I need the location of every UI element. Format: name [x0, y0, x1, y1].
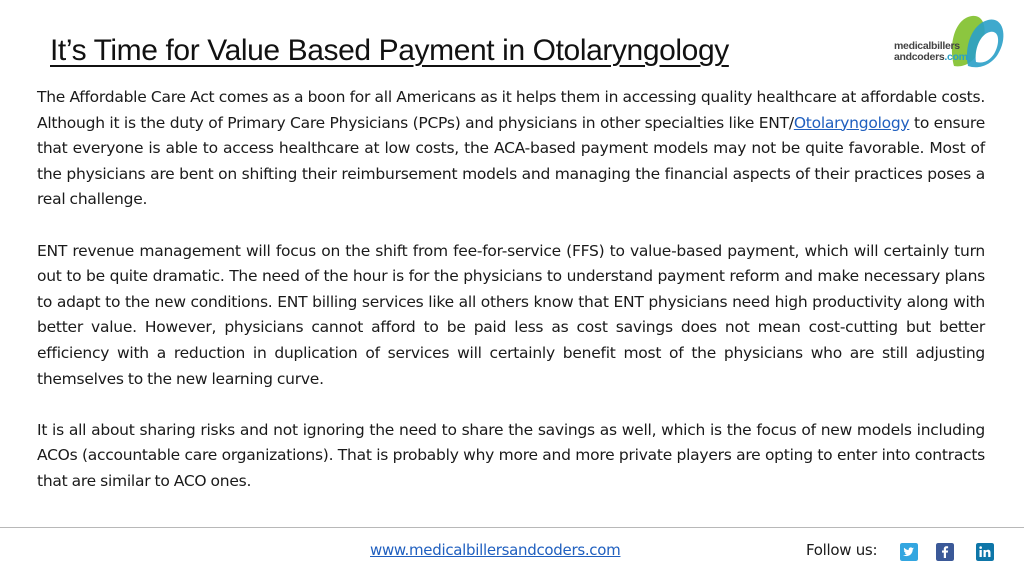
linkedin-icon[interactable]	[976, 543, 994, 561]
footer-divider	[0, 527, 1024, 528]
paragraph-1-start: The Affordable Care Act comes as a boon for all Americans as it helps them in accessing quality healthcare at affordable costs. Although it is the duty of Primary Care Physicians (PCPs) and physicians in other specialties like ENT/	[37, 88, 985, 132]
paragraph-1-end: to ensure that everyone is able to access healthcare at low costs, the ACA-based payment models may not be quite favorable. Most of the physicians are bent on shifting their reimbursement models and managing the financial aspects of their practices poses a real challenge.	[37, 113, 985, 209]
website-link[interactable]: www.medicalbillersandcoders.com	[370, 541, 621, 559]
facebook-icon[interactable]	[936, 543, 954, 561]
paragraph-1	[37, 85, 985, 213]
follow-us-label: Follow us:	[806, 541, 878, 559]
logo-line-2-main: andcoders	[894, 51, 945, 63]
otolaryngology-link[interactable]: Otolaryngology	[793, 113, 910, 132]
logo-wordmark	[894, 41, 968, 63]
page-title: It’s Time for Value Based Payment in Otolaryngology	[50, 34, 729, 67]
logo-line-1: medicalbillers	[894, 40, 960, 52]
logo-line-2-suffix: .com	[944, 51, 968, 63]
twitter-icon[interactable]	[900, 543, 918, 561]
company-logo	[894, 12, 1014, 72]
article-body	[37, 85, 985, 520]
logo-line-2	[894, 52, 968, 63]
paragraph-2: ENT revenue management will focus on the shift from fee-for-service (FFS) to value-based payment, which will certainly turn out to be quite dramatic. The need of the hour is for the physicians to understand payment reform and make necessary plans to adapt to the new conditions. ENT billing services like all others know that ENT physicians need high productivity along with better value. However, physicians cannot afford to be paid less as cost savings does not mean cost-cutting but better efficiency with a reduction in duplication of services will certainly benefit most of the physicians who are still adjusting themselves to the new learning curve.	[37, 241, 985, 388]
paragraph-3: It is all about sharing risks and not ignoring the need to share the savings as well, which is the focus of new models including ACOs (accountable care organizations). That is probably why more and more private players are opting to enter into contracts that are similar to ACO ones.	[37, 420, 985, 490]
